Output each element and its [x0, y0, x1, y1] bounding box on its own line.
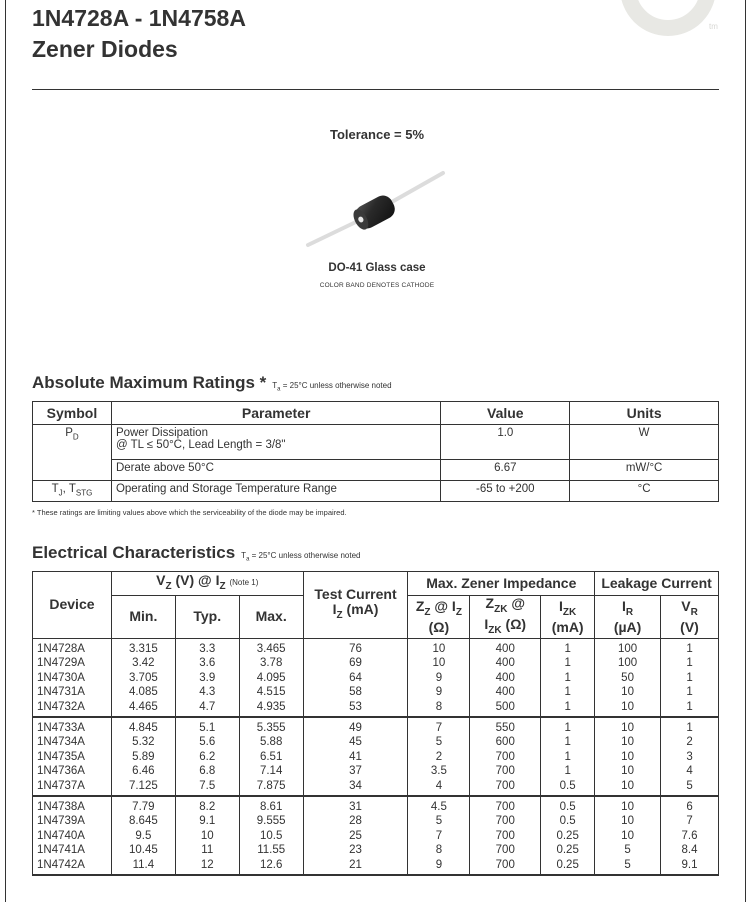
izk-cell: 0.25	[541, 843, 595, 858]
vz-max-cell: 12.6	[239, 858, 303, 875]
test-current-cell: 23	[303, 843, 408, 858]
vz-max-cell: 7.14	[239, 764, 303, 779]
table-row	[33, 829, 719, 844]
zzk-header: $Z_{ZK}$ @ $I_{ZK}$ (Ω)	[470, 596, 541, 639]
test-current-cell: 64	[303, 671, 408, 686]
units-cell: mW/°C	[570, 460, 719, 481]
table-row	[33, 656, 719, 671]
leakage-group-header: Leakage Current	[595, 572, 719, 596]
vz-typ-cell: 4.7	[175, 700, 239, 717]
parameter-cell: Power Dissipation @ TL ≤ 50°C, Lead Length = 3/8"	[111, 425, 440, 460]
table-row	[33, 671, 719, 686]
vz-min-cell: 9.5	[111, 829, 175, 844]
ir-cell: 10	[595, 717, 661, 736]
zz-cell: 9	[408, 685, 470, 700]
ir-header: $I_R$ (µA)	[595, 596, 661, 639]
vz-min-cell: 3.42	[111, 656, 175, 671]
izk-cell: 1	[541, 717, 595, 736]
section-title-text: Electrical Characteristics	[32, 543, 236, 562]
zz-cell: 10	[408, 638, 470, 656]
title-divider	[32, 89, 719, 90]
column-header: Units	[570, 402, 719, 425]
page-subtitle: Zener Diodes	[32, 36, 178, 62]
typ-header: Typ.	[175, 596, 239, 639]
vz-max-cell: 10.5	[239, 829, 303, 844]
vz-min-cell: 11.4	[111, 858, 175, 875]
vz-typ-cell: 10	[175, 829, 239, 844]
section-title-text: Absolute Maximum Ratings *	[32, 373, 267, 392]
vr-cell: 1	[661, 638, 719, 656]
device-cell: 1N4734A	[33, 735, 112, 750]
ir-cell: 10	[595, 735, 661, 750]
vr-cell: 1	[661, 717, 719, 736]
vz-min-cell: 3.705	[111, 671, 175, 686]
zz-cell: 8	[408, 700, 470, 717]
value-cell: 1.0	[441, 425, 570, 460]
table-row	[33, 779, 719, 796]
ir-cell: 10	[595, 750, 661, 765]
ir-cell: 10	[595, 685, 661, 700]
device-cell: 1N4733A	[33, 717, 112, 736]
vr-cell: 2	[661, 735, 719, 750]
vr-header: $V_R$ (V)	[661, 596, 719, 639]
zzk-cell: 700	[470, 796, 541, 815]
logo-trademark: tm	[709, 22, 718, 31]
zz-cell: 3.5	[408, 764, 470, 779]
vz-min-cell: 4.845	[111, 717, 175, 736]
test-current-cell: 25	[303, 829, 408, 844]
table-row	[33, 843, 719, 858]
ir-cell: 5	[595, 858, 661, 875]
device-cell: 1N4739A	[33, 814, 112, 829]
izk-cell: 1	[541, 656, 595, 671]
zz-cell: 8	[408, 843, 470, 858]
zz-cell: 5	[408, 814, 470, 829]
case-label: DO-41 Glass case	[328, 262, 426, 274]
vz-min-cell: 10.45	[111, 843, 175, 858]
vz-min-cell: 7.79	[111, 796, 175, 815]
section-condition: $T_a = 25^\circ C$ unless otherwise noted	[272, 381, 392, 393]
test-current-cell: 34	[303, 779, 408, 796]
vz-typ-cell: 11	[175, 843, 239, 858]
table-row	[33, 858, 719, 875]
vz-min-cell: 3.315	[111, 638, 175, 656]
column-header: Value	[441, 402, 570, 425]
ir-cell: 10	[595, 829, 661, 844]
vr-cell: 4	[661, 764, 719, 779]
vr-cell: 7.6	[661, 829, 719, 844]
ir-cell: 10	[595, 814, 661, 829]
device-cell: 1N4728A	[33, 638, 112, 656]
izk-cell: 0.25	[541, 858, 595, 875]
vr-cell: 1	[661, 671, 719, 686]
test-current-cell: 31	[303, 796, 408, 815]
izk-cell: 0.5	[541, 814, 595, 829]
vr-cell: 6	[661, 796, 719, 815]
zzk-cell: 700	[470, 779, 541, 796]
vr-cell: 1	[661, 700, 719, 717]
test-current-cell: 41	[303, 750, 408, 765]
table-row	[33, 796, 719, 815]
column-header: Parameter	[111, 402, 440, 425]
izk-header: $I_{ZK}$ (mA)	[541, 596, 595, 639]
test-current-cell: 49	[303, 717, 408, 736]
zzk-cell: 600	[470, 735, 541, 750]
zzk-cell: 700	[470, 764, 541, 779]
value-cell: -65 to +200	[441, 481, 570, 502]
device-cell: 1N4741A	[33, 843, 112, 858]
test-current-cell: 58	[303, 685, 408, 700]
test-current-cell: 28	[303, 814, 408, 829]
table-row	[33, 750, 719, 765]
ir-cell: 5	[595, 843, 661, 858]
section-condition: $T_a = 25^\circ C$ unless otherwise noted	[241, 551, 361, 563]
column-header: Symbol	[33, 402, 112, 425]
zzk-cell: 500	[470, 700, 541, 717]
vz-typ-cell: 9.1	[175, 814, 239, 829]
table-row	[33, 814, 719, 829]
device-cell: 1N4737A	[33, 779, 112, 796]
ir-cell: 100	[595, 638, 661, 656]
zzk-cell: 400	[470, 671, 541, 686]
logo-icon	[620, 0, 716, 36]
zz-cell: 9	[408, 671, 470, 686]
vz-typ-cell: 6.2	[175, 750, 239, 765]
tolerance-label: Tolerance = 5%	[329, 127, 425, 142]
ir-cell: 50	[595, 671, 661, 686]
ir-cell: 10	[595, 796, 661, 815]
test-current-cell: 21	[303, 858, 408, 875]
table-row	[33, 685, 719, 700]
zzk-cell: 700	[470, 750, 541, 765]
table-header-row	[33, 402, 719, 425]
min-header: Min.	[111, 596, 175, 639]
vz-typ-cell: 5.1	[175, 717, 239, 736]
izk-cell: 0.25	[541, 829, 595, 844]
vz-typ-cell: 8.2	[175, 796, 239, 815]
test-current-cell: 76	[303, 638, 408, 656]
value-cell: 6.67	[441, 460, 570, 481]
diode-package-icon	[300, 160, 460, 260]
device-cell: 1N4730A	[33, 671, 112, 686]
symbol-cell: $T_J$, $T_{STG}$	[33, 481, 112, 502]
vz-max-cell: 6.51	[239, 750, 303, 765]
table-row	[33, 735, 719, 750]
electrical-characteristics-table	[32, 571, 719, 876]
device-cell: 1N4738A	[33, 796, 112, 815]
table-row	[33, 700, 719, 717]
units-cell: °C	[570, 481, 719, 502]
zz-cell: 4	[408, 779, 470, 796]
zzk-cell: 550	[470, 717, 541, 736]
page-title: 1N4728A - 1N4758A	[32, 5, 246, 31]
vz-typ-cell: 3.3	[175, 638, 239, 656]
absolute-max-ratings-heading	[32, 373, 392, 393]
device-cell: 1N4742A	[33, 858, 112, 875]
ir-cell: 100	[595, 656, 661, 671]
vz-max-cell: 11.55	[239, 843, 303, 858]
vz-max-cell: 5.355	[239, 717, 303, 736]
vz-typ-cell: 12	[175, 858, 239, 875]
vz-max-cell: 5.88	[239, 735, 303, 750]
izk-cell: 0.5	[541, 796, 595, 815]
test-current-cell: 53	[303, 700, 408, 717]
zz-cell: 7	[408, 829, 470, 844]
electrical-characteristics-heading	[32, 543, 360, 563]
device-cell: 1N4731A	[33, 685, 112, 700]
vz-min-cell: 4.085	[111, 685, 175, 700]
max-header: Max.	[239, 596, 303, 639]
ir-cell: 10	[595, 764, 661, 779]
device-header: Device	[33, 572, 112, 639]
vr-cell: 1	[661, 685, 719, 700]
izk-cell: 1	[541, 750, 595, 765]
vr-cell: 9.1	[661, 858, 719, 875]
izk-cell: 1	[541, 685, 595, 700]
table-row	[33, 717, 719, 736]
test-current-cell: 69	[303, 656, 408, 671]
absolute-max-ratings-table	[32, 401, 719, 502]
zzk-cell: 400	[470, 685, 541, 700]
ratings-footnote: * These ratings are limiting values above which the serviceability of the diode may be impaired.	[32, 508, 347, 517]
vz-typ-cell: 5.6	[175, 735, 239, 750]
test-current-cell: 45	[303, 735, 408, 750]
izk-cell: 1	[541, 735, 595, 750]
zz-cell: 10	[408, 656, 470, 671]
zz-cell: 2	[408, 750, 470, 765]
table-header-row	[33, 572, 719, 596]
izk-cell: 1	[541, 700, 595, 717]
table-row	[33, 638, 719, 656]
vr-cell: 5	[661, 779, 719, 796]
device-cell: 1N4736A	[33, 764, 112, 779]
zzk-cell: 700	[470, 829, 541, 844]
vz-min-cell: 5.32	[111, 735, 175, 750]
zzk-cell: 700	[470, 843, 541, 858]
izk-cell: 1	[541, 671, 595, 686]
vz-typ-cell: 6.8	[175, 764, 239, 779]
zz-header: $Z_Z$ @ $I_Z$ (Ω)	[408, 596, 470, 639]
zzk-cell: 400	[470, 656, 541, 671]
impedance-group-header: Max. Zener Impedance	[408, 572, 595, 596]
zz-cell: 5	[408, 735, 470, 750]
table-row	[33, 481, 719, 502]
symbol-cell: $P_D$	[33, 425, 112, 481]
ir-cell: 10	[595, 700, 661, 717]
case-note: COLOR BAND DENOTES CATHODE	[319, 282, 435, 289]
zz-cell: 9	[408, 858, 470, 875]
test-current-cell: 37	[303, 764, 408, 779]
vz-typ-cell: 3.6	[175, 656, 239, 671]
device-cell: 1N4729A	[33, 656, 112, 671]
table-row	[33, 425, 719, 460]
vz-max-cell: 3.465	[239, 638, 303, 656]
vz-max-cell: 9.555	[239, 814, 303, 829]
vr-cell: 7	[661, 814, 719, 829]
vz-typ-cell: 7.5	[175, 779, 239, 796]
vr-cell: 8.4	[661, 843, 719, 858]
vz-typ-cell: 4.3	[175, 685, 239, 700]
vr-cell: 3	[661, 750, 719, 765]
izk-cell: 1	[541, 764, 595, 779]
ir-cell: 10	[595, 779, 661, 796]
electrical-table-body	[33, 638, 719, 874]
vz-min-cell: 8.645	[111, 814, 175, 829]
zz-cell: 4.5	[408, 796, 470, 815]
vz-max-cell: 8.61	[239, 796, 303, 815]
device-cell: 1N4735A	[33, 750, 112, 765]
parameter-cell: Operating and Storage Temperature Range	[111, 481, 440, 502]
zzk-cell: 700	[470, 814, 541, 829]
table-row	[33, 460, 719, 481]
vz-max-cell: 4.095	[239, 671, 303, 686]
vz-max-cell: 3.78	[239, 656, 303, 671]
izk-cell: 1	[541, 638, 595, 656]
vz-group-header: $V_Z$ (V) @ $I_Z$ (Note 1)	[111, 572, 303, 596]
vz-min-cell: 4.465	[111, 700, 175, 717]
vz-max-cell: 4.935	[239, 700, 303, 717]
units-cell: W	[570, 425, 719, 460]
zzk-cell: 400	[470, 638, 541, 656]
table-row	[33, 764, 719, 779]
vz-max-cell: 7.875	[239, 779, 303, 796]
vz-min-cell: 5.89	[111, 750, 175, 765]
vr-cell: 1	[661, 656, 719, 671]
vz-min-cell: 6.46	[111, 764, 175, 779]
vz-max-cell: 4.515	[239, 685, 303, 700]
parameter-cell: Derate above 50°C	[111, 460, 440, 481]
device-cell: 1N4732A	[33, 700, 112, 717]
test-current-header: Test Current $I_Z$ (mA)	[303, 572, 408, 639]
zzk-cell: 700	[470, 858, 541, 875]
zz-cell: 7	[408, 717, 470, 736]
vz-min-cell: 7.125	[111, 779, 175, 796]
izk-cell: 0.5	[541, 779, 595, 796]
device-cell: 1N4740A	[33, 829, 112, 844]
vz-typ-cell: 3.9	[175, 671, 239, 686]
